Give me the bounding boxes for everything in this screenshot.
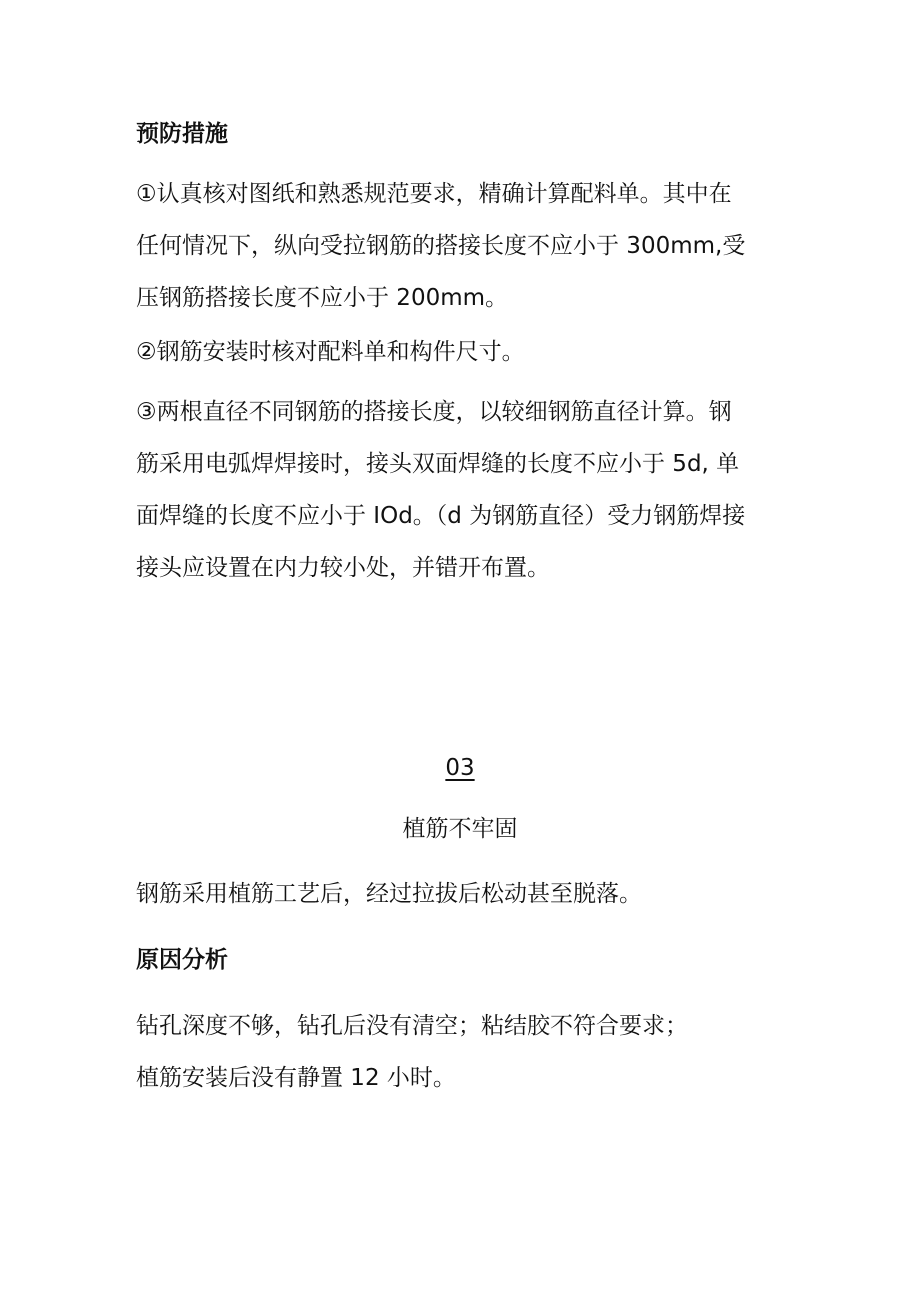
cause-heading: 原因分析: [136, 947, 228, 973]
prevention-item-2: [136, 326, 786, 378]
paragraph-line: 筋采用电弧焊焊接时，接头双面焊缝的长度不应小于 5d, 单: [136, 451, 740, 477]
prevention-item-1: [136, 168, 786, 324]
paragraph-line: 面焊缝的长度不应小于 IOd。（d 为钢筋直径）受力钢筋焊接: [136, 503, 746, 529]
paragraph-line: 接头应设置在内力较小处，并错开布置。: [136, 555, 550, 581]
paragraph-line: 任何情况下，纵向受拉钢筋的搭接长度不应小于 300mm,受: [136, 233, 746, 259]
section-description: [136, 868, 786, 920]
paragraph-line: ①认真核对图纸和熟悉规范要求，精确计算配料单。其中在: [136, 181, 732, 207]
paragraph-line: 植筋安装后没有静置 12 小时。: [136, 1065, 456, 1091]
cause-paragraph: [136, 1000, 786, 1104]
section-number: [0, 752, 920, 784]
paragraph-line: 压钢筋搭接长度不应小于 200mm。: [136, 285, 509, 311]
prevention-item-3: [136, 386, 786, 594]
paragraph-line: 钻孔深度不够，钻孔后没有清空；粘结胶不符合要求；: [136, 1013, 688, 1039]
section-number-text: 03: [445, 755, 475, 781]
prevention-heading: 预防措施: [136, 121, 228, 147]
paragraph-line: ③两根直径不同钢筋的搭接长度，以较细钢筋直径计算。钢: [136, 399, 732, 425]
section-title: 植筋不牢固: [402, 816, 518, 842]
paragraph-line: ②钢筋安装时核对配料单和构件尺寸。: [136, 339, 525, 365]
paragraph-line: 钢筋采用植筋工艺后，经过拉拔后松动甚至脱落。: [136, 881, 642, 907]
